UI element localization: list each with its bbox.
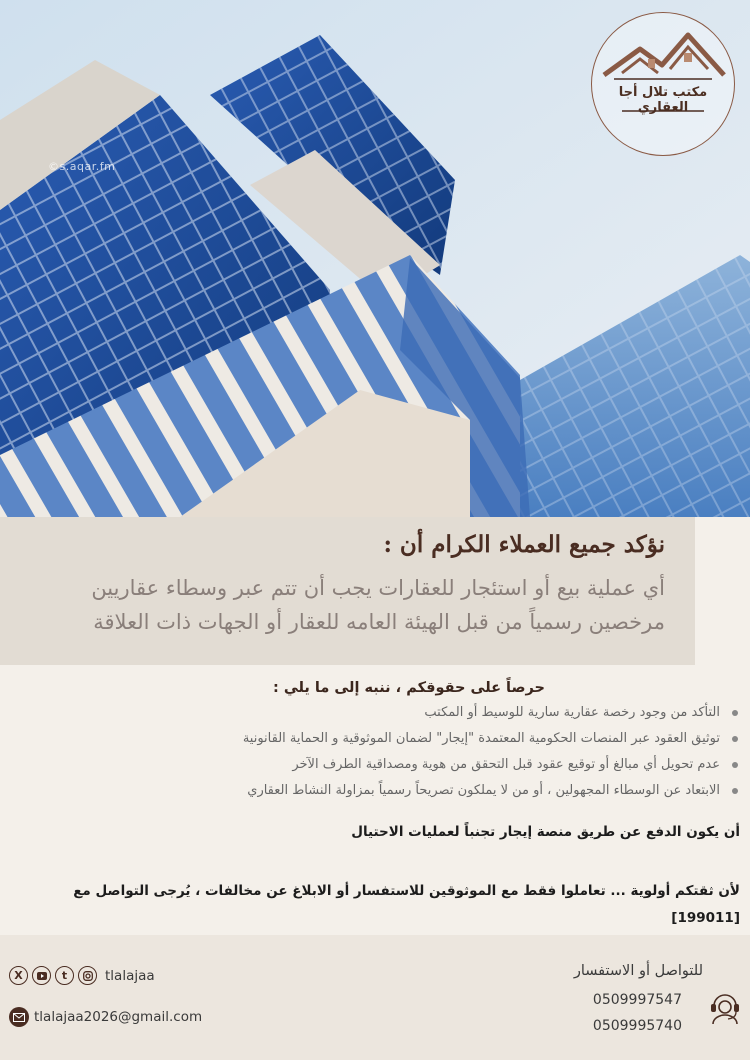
social-handle[interactable]: tlalajaa: [105, 967, 155, 984]
contact-label: للتواصل أو الاستفسار: [573, 963, 703, 979]
email-row: [9, 1007, 202, 1027]
youtube-icon[interactable]: [32, 966, 51, 985]
tumblr-icon[interactable]: t: [55, 966, 74, 985]
roof-house-icon: [592, 13, 734, 155]
phone-number-1[interactable]: 0509997547: [592, 992, 682, 1008]
phone-number-2[interactable]: 0509995740: [592, 1018, 682, 1034]
watermark-text: ©s.aqar.fm: [48, 160, 116, 173]
tips-list: [10, 702, 750, 806]
list-item: عدم تحويل أي مبالغ أو توقيع عقود قبل التحقق من هوية ومصداقية الطرف الآخر: [10, 754, 750, 780]
list-item: الابتعاد عن الوسطاء المجهولين ، أو من لا يملكون تصريحاً رسمياً بمزاولة النشاط العقاري: [10, 780, 750, 806]
headset-icon: [706, 989, 744, 1029]
mail-icon: [9, 1007, 29, 1027]
email-link[interactable]: tlalajaa2026@gmail.com: [34, 1009, 203, 1025]
list-item: التأكد من وجود رخصة عقارية سارية للوسيط أو المكتب: [10, 702, 750, 728]
instagram-icon[interactable]: [78, 966, 97, 985]
notice-heading: نؤكد جميع العملاء الكرام أن :: [383, 531, 665, 558]
tips-title: حرصاً على حقوقكم ، ننبه إلى ما يلي :: [272, 680, 545, 696]
office-logo: [591, 12, 735, 156]
payment-note: أن يكون الدفع عن طريق منصة إيجار تجنباً لعمليات الاحتيال: [351, 824, 740, 840]
notice-line-2: مرخصين رسمياً من قبل الهيئة العامه للعقار أو الجهات ذات العلاقة: [93, 610, 665, 634]
notice-line-1: أي عملية بيع أو استئجار للعقارات يجب أن تتم عبر وسطاء عقاريين: [91, 576, 665, 600]
social-row: [9, 966, 155, 985]
office-name: مكتب تلال أجا العقاري: [618, 85, 708, 115]
notice-block: [0, 517, 695, 665]
list-item: توثيق العقود عبر المنصات الحكومية المعتمدة "إيجار" لضمان الموثوقية و الحماية القانونية: [10, 728, 750, 754]
trust-note: لأن ثقتكم أولوية ... تعاملوا فقط مع الموثوقين للاستفسار أو الابلاغ عن مخالفات ، يُرجى التواصل مع [199011]: [73, 883, 740, 926]
x-icon[interactable]: X: [9, 966, 28, 985]
